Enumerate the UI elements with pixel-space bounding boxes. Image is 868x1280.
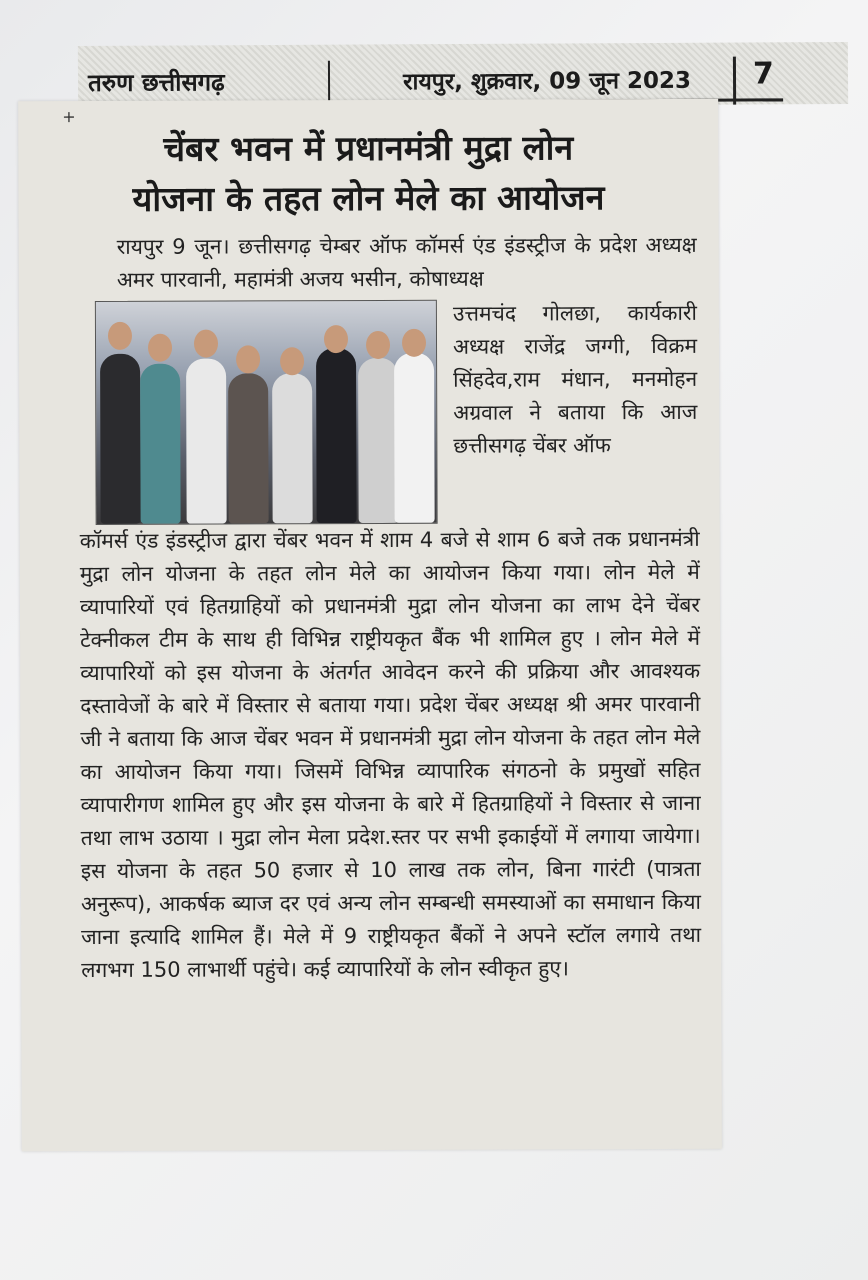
event-photo bbox=[95, 300, 438, 525]
photo-head bbox=[366, 331, 390, 359]
photo-head bbox=[324, 325, 348, 353]
news-clipping bbox=[18, 99, 722, 1151]
page-number-divider bbox=[733, 57, 736, 105]
photo-head bbox=[280, 347, 304, 375]
masthead-divider bbox=[328, 61, 330, 103]
photo-person bbox=[272, 373, 313, 523]
newspaper-masthead bbox=[78, 42, 848, 108]
article-body: कॉमर्स एंड इंडस्ट्रीज द्वारा चेंबर भवन में शाम 4 बजे से शाम 6 बजे तक प्रधानमंत्री मुद्रा लोन योजना के तहत लोन मेले का आयोजन किया गया। लोन मेले में व्यापारियों एवं हितग्राहियों को प्रधानमंत्री मुद्रा लोन योजना का लाभ देने चेंबर टेक्नीकल टीम के साथ ही विभिन्न राष्ट्रीयकृत बैंक भी शामिल हुए । लोन मेले में व्यापारियों को इस योजना के अंतर्गत आवेदन करने की प्रक्रिया और आवश्यक दस्तावेजों के बारे में विस्तार से बताया गया। प्रदेश चेंबर अध्यक्ष श्री अमर पारवानी जी ने बताया कि आज चेंबर भवन में प्रधानमंत्री मुद्रा लोन योजना के तहत लोन मेले का आयोजन किया गया। जिसमें विभिन्न व्यापारिक संगठनो के प्रमुखों सहित व्यापारीगण शामिल हुए और इस योजना के बारे में हितग्राहियों ने विस्तार से जाना तथा लाभ उठाया । मुद्रा लोन मेला प्रदेश.स्तर पर सभी इकाईयों में लगाया जायेगा। इस योजना के तहत 50 हजार से 10 लाख तक लोन, बिना गारंटी (पात्रता अनुरूप), आकर्षक ब्याज दर एवं अन्य लोन सम्बन्धी समस्याओं का समाधान किया जाना इत्यादि शामिल हैं। मेले में 9 राष्ट्रीयकृत बैंकों ने अपने स्टॉल लगाये तथा लगभग 150 लाभार्थी पहुंचे। कई व्यापारियों के लोन स्वीकृत हुए। bbox=[79, 526, 702, 983]
headline-line-2: योजना के तहत लोन मेले का आयोजन bbox=[132, 178, 605, 220]
photo-head bbox=[108, 322, 132, 350]
photo-person bbox=[394, 353, 435, 523]
article-intro: रायपुर 9 जून। छत्तीसगढ़ चेम्बर ऑफ कॉमर्स एंड इंडस्ट्रीज के प्रदेश अध्यक्ष अमर पारवानी, महामंत्री अजय भसीन, कोषाध्यक्ष bbox=[116, 232, 697, 292]
photo-head bbox=[148, 334, 172, 362]
masthead-bar bbox=[78, 46, 783, 105]
newspaper-name: तरुण छत्तीसगढ़ bbox=[87, 68, 225, 97]
photo-person bbox=[140, 364, 181, 524]
photo-head bbox=[194, 330, 218, 358]
photo-person bbox=[100, 354, 141, 524]
cut-mark: + bbox=[62, 107, 76, 127]
photo-person bbox=[228, 373, 269, 523]
page-number: 7 bbox=[752, 56, 774, 92]
photo-person bbox=[316, 348, 357, 523]
photo-person bbox=[358, 358, 399, 523]
headline-line-1: चेंबर भवन में प्रधानमंत्री मुद्रा लोन bbox=[163, 128, 574, 170]
photo-person bbox=[186, 359, 227, 524]
article-side-column: उत्तमचंद गोलछा, कार्यकारी अध्यक्ष राजेंद्र जग्गी, विक्रम सिंहदेव,राम मंधान, मनमोहन अग्रवाल ने बताया कि आज छत्तीसगढ़ चेंबर ऑफ bbox=[452, 300, 698, 458]
photo-head bbox=[236, 345, 260, 373]
dateline: रायपुर, शुक्रवार, 09 जून 2023 bbox=[402, 67, 692, 96]
photo-head bbox=[402, 329, 426, 357]
article-headline bbox=[58, 123, 678, 225]
